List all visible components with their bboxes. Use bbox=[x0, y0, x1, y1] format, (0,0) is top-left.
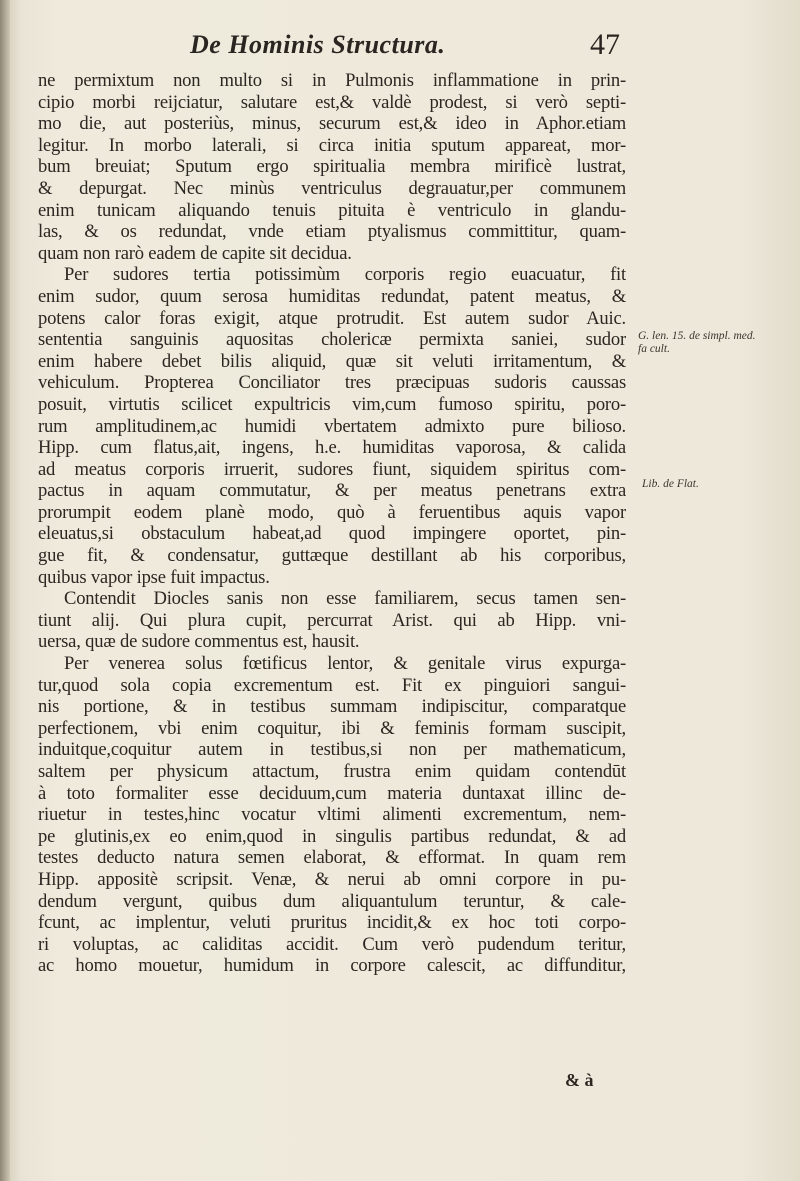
text-line: perfectionem, vbi enim coquitur, ibi & feminis formam suscipit, bbox=[38, 717, 626, 739]
text-line: gue fit, & condensatur, guttæque destillant ab his corporibus, bbox=[38, 545, 626, 567]
text-line: pactus in aquam commutatur, & per meatus penetrans extra bbox=[38, 480, 626, 502]
text-line: cipio morbi reijciatur, salutare est,& valdè prodest, si verò septi- bbox=[38, 91, 626, 113]
text-line: Per sudores tertia potissimùm corporis regio euacuatur, fit bbox=[64, 264, 626, 286]
text-line: Hipp. cum flatus,ait, ingens, h.e. humiditas vaporosa, & calida bbox=[38, 437, 626, 459]
text-line: Contendit Diocles sanis non esse familiarem, secus tamen sen- bbox=[64, 588, 626, 610]
text-line: mo die, aut posteriùs, minus, securum est,& ideo in Aphor.etiam bbox=[38, 113, 626, 135]
text-line: testes deducto natura semen elaborat, & efformat. In quam rem bbox=[38, 847, 626, 869]
margin-note-galen: G. len. 15. de simpl. med. fa cult. bbox=[638, 330, 756, 355]
text-line: uersa, quæ de sudore commentus est, hausit. bbox=[38, 631, 360, 653]
book-spine-shadow bbox=[0, 0, 10, 1181]
text-line: rum amplitudinem,ac humidi vbertatem admixto pure bilioso. bbox=[38, 415, 626, 437]
text-line: prorumpit eodem planè modo, quò à feruentibus aquis vapor bbox=[38, 501, 626, 523]
text-line: potens calor foras exigit, atque protrudit. Est autem sudor Auic. bbox=[38, 307, 626, 329]
running-head: De Hominis Structura. bbox=[190, 30, 446, 59]
text-line: sententia sanguinis aquositas cholericæ permixta saniei, sudor bbox=[38, 329, 626, 351]
text-line: Per venerea solus fœtificus lentor, & genitale virus expurga- bbox=[64, 653, 626, 675]
text-line: quam non rarò eadem de capite sit decidua. bbox=[38, 242, 352, 264]
text-line: enim habere debet bilis aliquid, quæ sit veluti irritamentum, & bbox=[38, 350, 626, 372]
text-line: saltem per physicum attactum, frustra enim quidam contendūt bbox=[38, 761, 626, 782]
margin-note-flat: Lib. de Flat. bbox=[642, 478, 699, 490]
text-line: ne permixtum non multo si in Pulmonis inflammatione in prin- bbox=[38, 70, 626, 91]
text-line: à toto formaliter esse deciduum,cum materia duntaxat illinc de- bbox=[38, 782, 626, 804]
text-line: las, & os redundat, vnde etiam ptyalismus committitur, quam- bbox=[38, 221, 626, 243]
text-line: posuit, virtutis scilicet expultricis vim,cum fumoso spiritu, poro- bbox=[38, 393, 626, 415]
text-line: tiunt alij. Qui plura cupit, percurrat Arist. qui ab Hipp. vni- bbox=[38, 609, 626, 631]
text-line: ad meatus corporis irruerit, sudores fiunt, siquidem spiritus com- bbox=[38, 458, 626, 480]
text-line: pe glutinis,ex eo enim,quod in singulis partibus redundat, & ad bbox=[38, 825, 626, 847]
text-line: Hipp. appositè scripsit. Venæ, & nerui ab omni corpore in pu- bbox=[38, 868, 626, 890]
text-line: dendum vergunt, quibus dum aliquantulum teruntur, & cale- bbox=[38, 890, 626, 912]
text-line: nis portione, & in testibus summam indipiscitur, comparatque bbox=[38, 696, 626, 718]
page-number: 47 bbox=[590, 28, 620, 61]
text-line: riuetur in testes,hinc vocatur vltimi alimenti excrementum, nem- bbox=[38, 804, 626, 826]
text-line: ri voluptas, ac caliditas accidit. Cum verò pudendum teritur, bbox=[38, 933, 626, 955]
text-line: legitur. In morbo laterali, si circa initia sputum appareat, mor- bbox=[38, 134, 626, 156]
text-line: ac homo mouetur, humidum in corpore calescit, ac diffunditur, bbox=[38, 955, 626, 977]
text-line: tur,quod sola copia excrementum est. Fit ex pinguiori sangui- bbox=[38, 674, 626, 696]
text-line: bum breuiat; Sputum ergo spiritualia membra mirificè lustrat, bbox=[38, 156, 626, 178]
text-line: vehiculum. Propterea Conciliator tres præcipuas sudoris caussas bbox=[38, 372, 626, 394]
text-line: enim tunicam aliquando tenuis pituita è ventriculo in glandu- bbox=[38, 199, 626, 221]
text-line: fcunt, ac implentur, veluti pruritus incidit,& ex hoc toti corpo- bbox=[38, 912, 626, 934]
catchword: & à bbox=[565, 1070, 594, 1090]
body-text bbox=[38, 70, 626, 977]
text-line: induitque,coquitur autem in testibus,si non per mathematicum, bbox=[38, 739, 626, 761]
text-line: eleuatus,si obstaculum habeat,ad quod impingere oportet, pin- bbox=[38, 523, 626, 545]
text-line: & depurgat. Nec minùs ventriculus degrauatur,per communem bbox=[38, 177, 626, 199]
text-line: enim sudor, quum serosa humiditas redundat, patent meatus, & bbox=[38, 285, 626, 307]
text-line: quibus vapor ipse fuit impactus. bbox=[38, 566, 270, 588]
